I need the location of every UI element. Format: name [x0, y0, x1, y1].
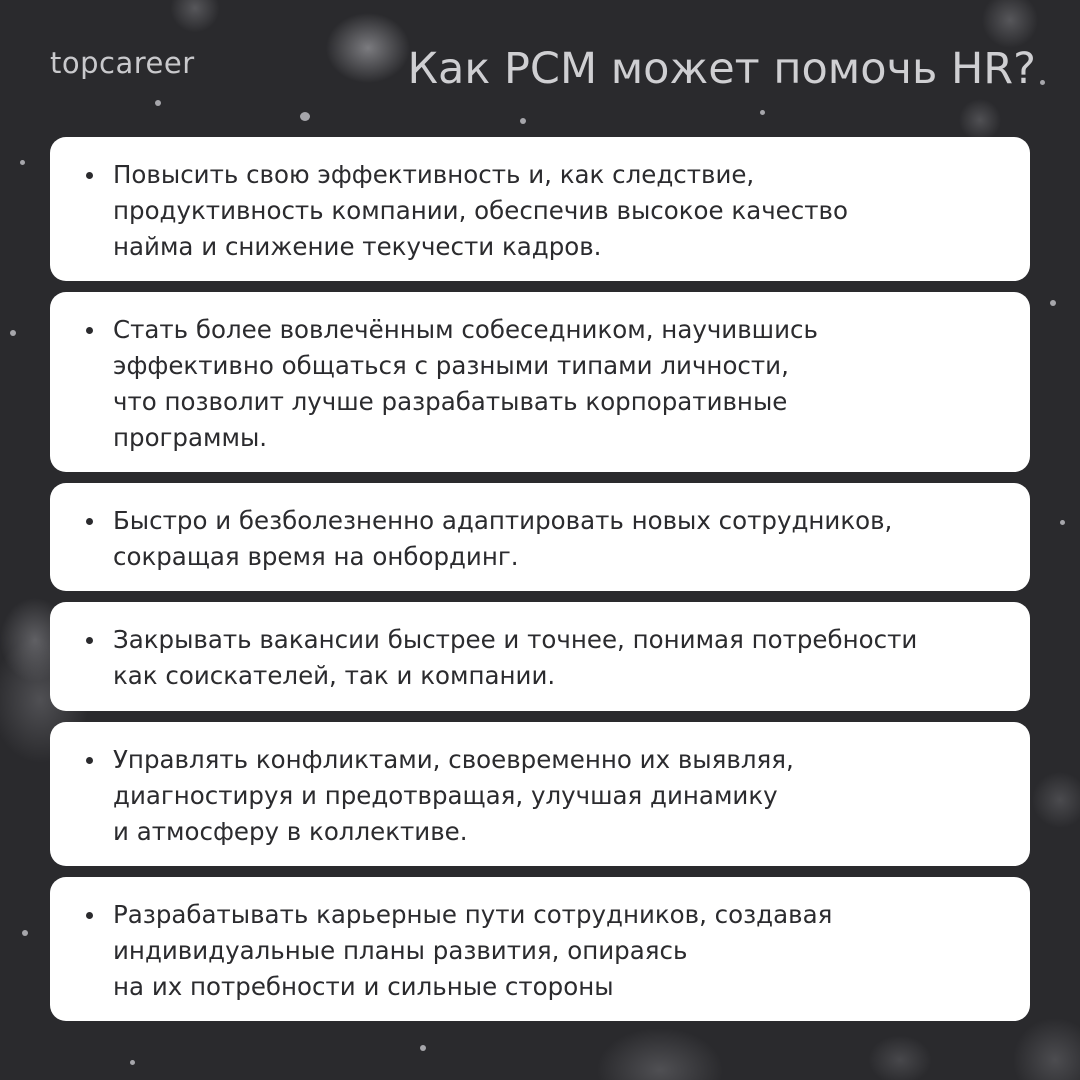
- benefit-card: [50, 722, 1030, 866]
- background-speck: [22, 930, 28, 936]
- bullet-icon: [86, 518, 93, 525]
- background-speck: [10, 330, 16, 336]
- bullet-icon: [86, 912, 93, 919]
- bullet-icon: [86, 757, 93, 764]
- background-speck: [130, 1060, 135, 1065]
- background-speck: [420, 1045, 426, 1051]
- benefit-card: [50, 292, 1030, 472]
- background-speck: [520, 118, 526, 124]
- benefit-card: [50, 483, 1030, 591]
- background-speck: [1040, 80, 1045, 85]
- bullet-icon: [86, 327, 93, 334]
- background-speck: [760, 110, 765, 115]
- page-title: Как PCM может помочь HR?: [407, 44, 1036, 94]
- benefit-card: [50, 877, 1030, 1021]
- benefit-text: Быстро и безболезненно адаптировать новых сотрудников, сокращая время на онбординг.: [113, 506, 893, 571]
- benefit-text: Повысить свою эффективность и, как следствие, продуктивность компании, обеспечив высокое качество найма и снижение текучести кадров.: [113, 160, 848, 261]
- benefit-text: Управлять конфликтами, своевременно их выявляя, диагностируя и предотвращая, улучшая динамику и атмосферу в коллективе.: [113, 745, 794, 846]
- background-speck: [300, 112, 310, 121]
- benefit-card: [50, 137, 1030, 281]
- benefit-card: [50, 602, 1030, 711]
- background-speck: [1050, 300, 1056, 306]
- benefit-text: Разрабатывать карьерные пути сотрудников, создавая индивидуальные планы развития, опираясь на их потребности и сильные стороны: [113, 900, 833, 1001]
- background-speck: [155, 100, 161, 106]
- brand-logo: topcareer: [50, 46, 195, 80]
- bullet-icon: [86, 637, 93, 644]
- bullet-icon: [86, 172, 93, 179]
- benefit-text: Стать более вовлечённым собеседником, научившись эффективно общаться с разными типами личности, что позволит лучше разрабатывать корпоративные программы.: [113, 315, 818, 452]
- background-speck: [20, 160, 25, 165]
- background-speck: [1060, 520, 1065, 525]
- benefit-text: Закрывать вакансии быстрее и точнее, понимая потребности как соискателей, так и компании.: [113, 625, 918, 690]
